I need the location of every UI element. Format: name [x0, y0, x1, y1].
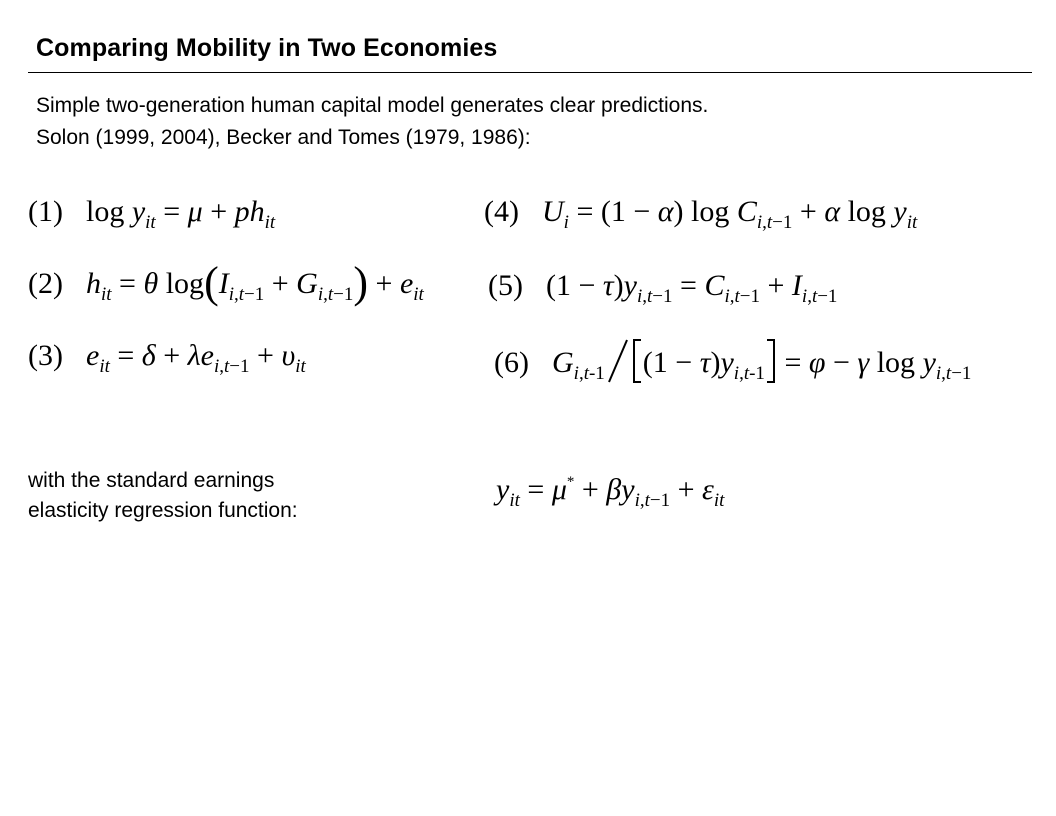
- regression-line-2: elasticity regression function:: [28, 499, 298, 522]
- equation-label: (2): [28, 267, 63, 300]
- regression-caption: [28, 466, 298, 526]
- slide-title: Comparing Mobility in Two Economies: [36, 34, 498, 62]
- regression-line-1: with the standard earnings: [28, 469, 275, 492]
- equation-1: [28, 192, 275, 232]
- equation-3: [28, 336, 306, 376]
- equation-label: (6): [494, 346, 529, 379]
- equation-body: $e_{it} = \delta + \lambda e_{i,t-1} + \upsilon_{it}$: [85, 339, 306, 377]
- right-bracket: [765, 338, 777, 384]
- equation-body: $(1 - \tau)y_{i,t-1} = C_{i,t-1} + I_{i,t-1}$: [545, 269, 838, 307]
- equation-body: $U_i = (1 - \alpha)$ $\log C_{i,t-1} + \alpha$ $\log y_{it}$: [541, 195, 918, 233]
- equation-2: [28, 258, 424, 307]
- equation-4: [484, 192, 917, 232]
- equation-label: (4): [484, 195, 519, 228]
- equation-5: [488, 266, 837, 306]
- intro-text: [36, 90, 708, 154]
- equation-body: $h_{it} = \theta$ $\log(I_{i,t-1} + G_{i,t-1}) + e_{it}$: [85, 258, 424, 307]
- equation-body: $G_{i,t-1}$ $(1 - \tau)y_{i,t-1} = \varphi - \gamma$ $\log y_{i,t-1}$: [552, 346, 971, 379]
- equation-label: (5): [488, 269, 523, 302]
- intro-line-1: Simple two-generation human capital model generates clear predictions.: [36, 94, 709, 117]
- title-divider: [28, 72, 1032, 73]
- intro-line-2: Solon (1999, 2004), Becker and Tomes (1979, 1986):: [36, 126, 531, 149]
- left-bracket: [631, 338, 643, 384]
- equation-body: $y_{it} = \mu^* + \beta y_{i,t-1} + \varepsilon_{it}$: [496, 473, 725, 511]
- division-slash: [605, 338, 631, 384]
- equation-body: $\log y_{it} = \mu + ph_{it}$: [85, 195, 276, 233]
- equation-label: (3): [28, 339, 63, 372]
- equation-6: [494, 338, 971, 384]
- equation-label: (1): [28, 195, 63, 228]
- regression-equation: [496, 470, 724, 510]
